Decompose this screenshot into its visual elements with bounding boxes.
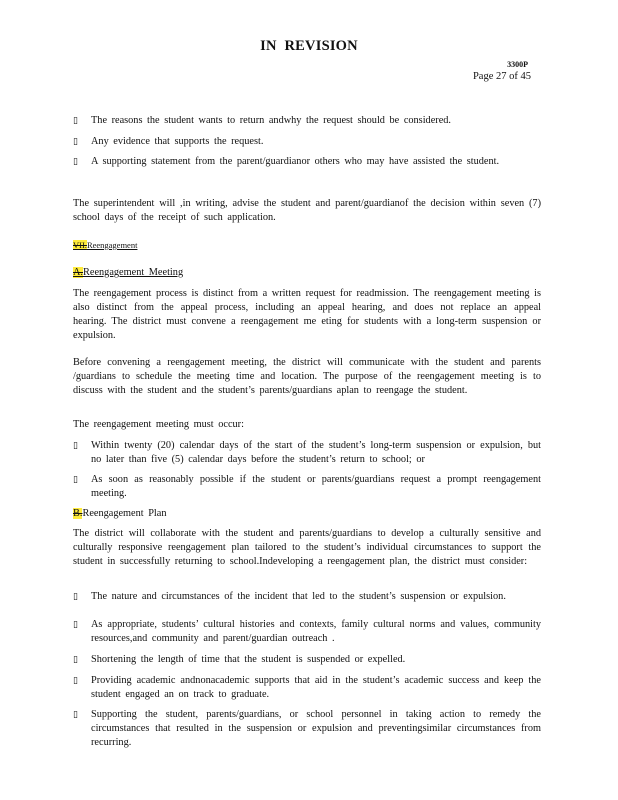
- paragraph-a3: The reengagement meeting must occur:: [73, 419, 244, 430]
- list-item-text: The nature and circumstances of the incident that led to the student’s suspension or expulsion.: [91, 591, 506, 602]
- paragraph-b1: The district will collaborate with the student and parents/guardians to develop a culturally sensitive and culturally responsive reengagement plan tailored to the student’s individual circumstances to support the student in successfully returning to school.Indeveloping a reengagement plan, the district must consider:: [73, 528, 541, 567]
- list-item: [73, 114, 541, 128]
- square-bullet-icon: ▯: [73, 676, 78, 686]
- list-item: [73, 590, 541, 604]
- section-heading: [73, 240, 173, 250]
- list-item-text: Supporting the student, parents/guardians, or school personnel in taking action to remedy the circumstances that resulted in the suspension or expulsion and preventingsimilar circumstances from recurring.: [91, 709, 541, 748]
- list-item-text: Within twenty (20) calendar days of the start of the student’s long-term suspension or expulsion, but no later than five (5) calendar days before the student’s return to school; or: [91, 440, 541, 465]
- subheading-b: [73, 507, 167, 521]
- paragraph-a1: The reengagement process is distinct from a written request for readmission. The reengagement meeting is also distinct from the appeal process, including an appeal hearing, and does not replace an appeal hearing. The district must convene a reengagement me eting for students with a long-term suspension or expulsion.: [73, 288, 541, 341]
- subheading-label: Reengagement Meeting: [83, 267, 184, 278]
- list-item: [73, 439, 541, 467]
- subheading-marker: A.: [73, 267, 84, 278]
- list-item: [73, 135, 541, 149]
- paragraph-a2: Before convening a reengagement meeting, the district will communicate with the student and parents /guardians to schedule the meeting time and location. The purpose of the reengagement meeting is to discuss with the student and the student’s parents/guardians aplan to reengage the student.: [73, 357, 541, 396]
- list-item-text: Any evidence that supports the request.: [91, 136, 264, 147]
- paragraph-superintendent: The superintendent will ,in writing, advise the student and parent/guardianof the decision within seven (7) school days of the receipt of such application.: [73, 198, 541, 223]
- policy-code: 3300P: [507, 60, 528, 69]
- list-item-text: Shortening the length of time that the student is suspended or expelled.: [91, 654, 406, 665]
- list-item-text: As appropriate, students’ cultural histories and contexts, family cultural norms and values, community resources,and community and parent/guardian outreach .: [91, 619, 541, 644]
- square-bullet-icon: ▯: [73, 137, 78, 147]
- list-item-text: Providing academic andnonacademic supports that aid in the student’s academic success and keep the student engaged an on track to graduate.: [91, 675, 541, 700]
- list-item: [73, 155, 541, 169]
- list-item-text: A supporting statement from the parent/guardianor others who may have assisted the student.: [91, 156, 500, 167]
- list-item-text: The reasons the student wants to return andwhy the request should be considered.: [91, 115, 451, 126]
- square-bullet-icon: ▯: [73, 475, 78, 485]
- subheading-marker: B.: [73, 508, 83, 519]
- square-bullet-icon: ▯: [73, 157, 78, 167]
- square-bullet-icon: ▯: [73, 655, 78, 665]
- square-bullet-icon: ▯: [73, 710, 78, 720]
- square-bullet-icon: ▯: [73, 116, 78, 126]
- list-item: [73, 708, 541, 750]
- subheading-label: Reengagement Plan: [82, 508, 167, 519]
- list-item: [73, 653, 541, 667]
- list-item: [73, 473, 541, 501]
- square-bullet-icon: ▯: [73, 592, 78, 602]
- list-item-text: As soon as reasonably possible if the student or parents/guardians request a prompt reengagement meeting.: [91, 474, 541, 499]
- subheading-a: [73, 266, 183, 280]
- section-number: VII.: [73, 240, 87, 250]
- square-bullet-icon: ▯: [73, 620, 78, 630]
- square-bullet-icon: ▯: [73, 441, 78, 451]
- section-label: Reengagement: [86, 240, 138, 250]
- list-item: [73, 618, 541, 646]
- page-title: IN REVISION: [260, 38, 358, 54]
- list-item: [73, 674, 541, 702]
- page-number: Page 27 of 45: [472, 71, 531, 82]
